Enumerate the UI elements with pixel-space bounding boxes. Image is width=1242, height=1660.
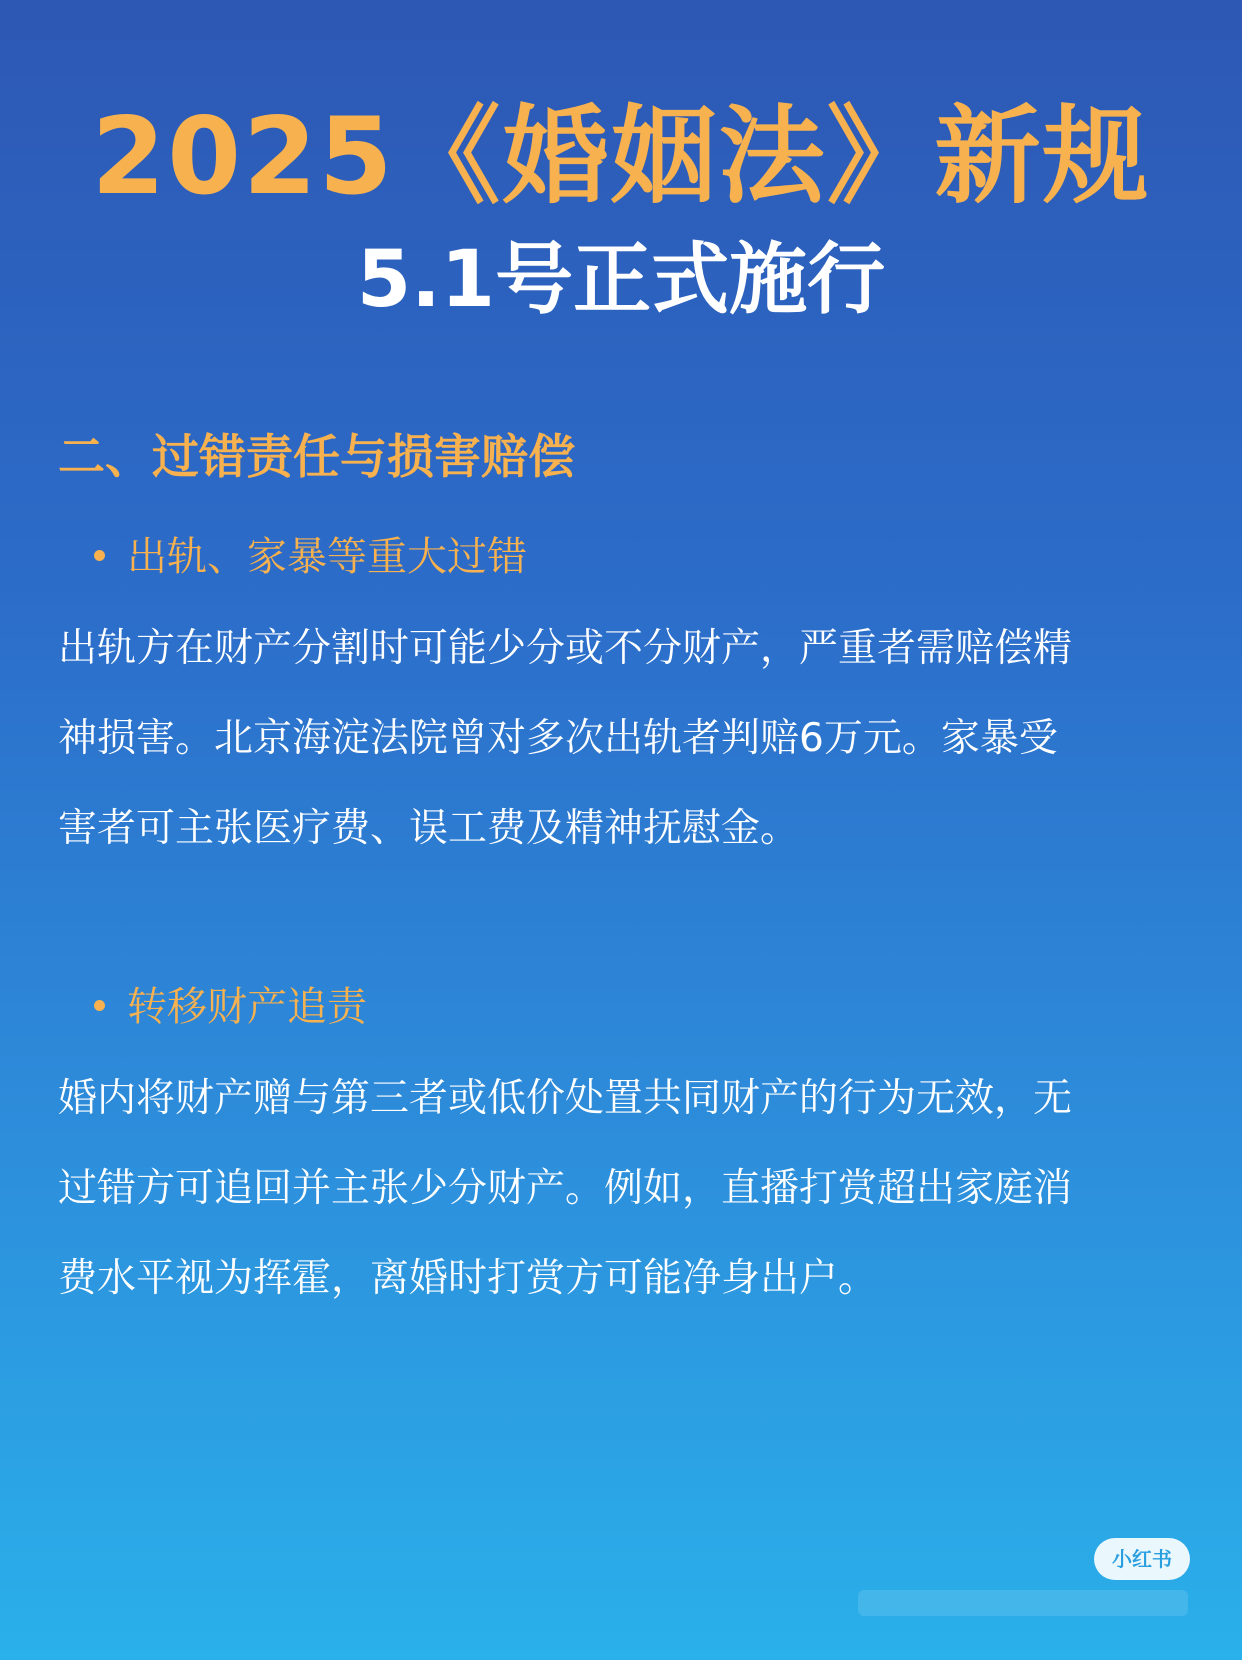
- bullet-item-affair: [94, 530, 527, 584]
- paragraph-line: 费水平视为挥霍，离婚时打赏方可能净身出户。: [58, 1256, 878, 1301]
- bullet-label: 出轨、家暴等重大过错: [127, 534, 527, 580]
- bullet-item-asset-transfer: [94, 980, 367, 1034]
- paragraph-line: 婚内将财产赠与第三者或低价处置共同财产的行为无效，无: [58, 1076, 1073, 1121]
- watermark: [858, 1590, 1188, 1616]
- paragraph-line: 神损害。北京海淀法院曾对多次出轨者判赔6万元。家暴受: [58, 716, 1058, 761]
- paragraph-line: 过错方可追回并主张少分财产。例如，直播打赏超出家庭消: [58, 1166, 1073, 1211]
- paragraph-asset-transfer: [58, 1054, 1188, 1324]
- paragraph-affair: [58, 604, 1188, 874]
- paragraph-line: 出轨方在财产分割时可能少分或不分财产，严重者需赔偿精: [58, 626, 1073, 671]
- bullet-dot-icon: [94, 1000, 105, 1011]
- page-subtitle: 5.1号正式施行: [356, 235, 886, 325]
- section-heading: 二、过错责任与损害赔偿: [58, 430, 575, 485]
- paragraph-line: 害者可主张医疗费、误工费及精神抚慰金。: [58, 806, 800, 851]
- xiaohongshu-logo: 小红书: [1094, 1538, 1190, 1580]
- page-title: 2025《婚姻法》新规: [91, 95, 1151, 218]
- bullet-label: 转移财产追责: [127, 984, 367, 1030]
- bullet-dot-icon: [94, 550, 105, 561]
